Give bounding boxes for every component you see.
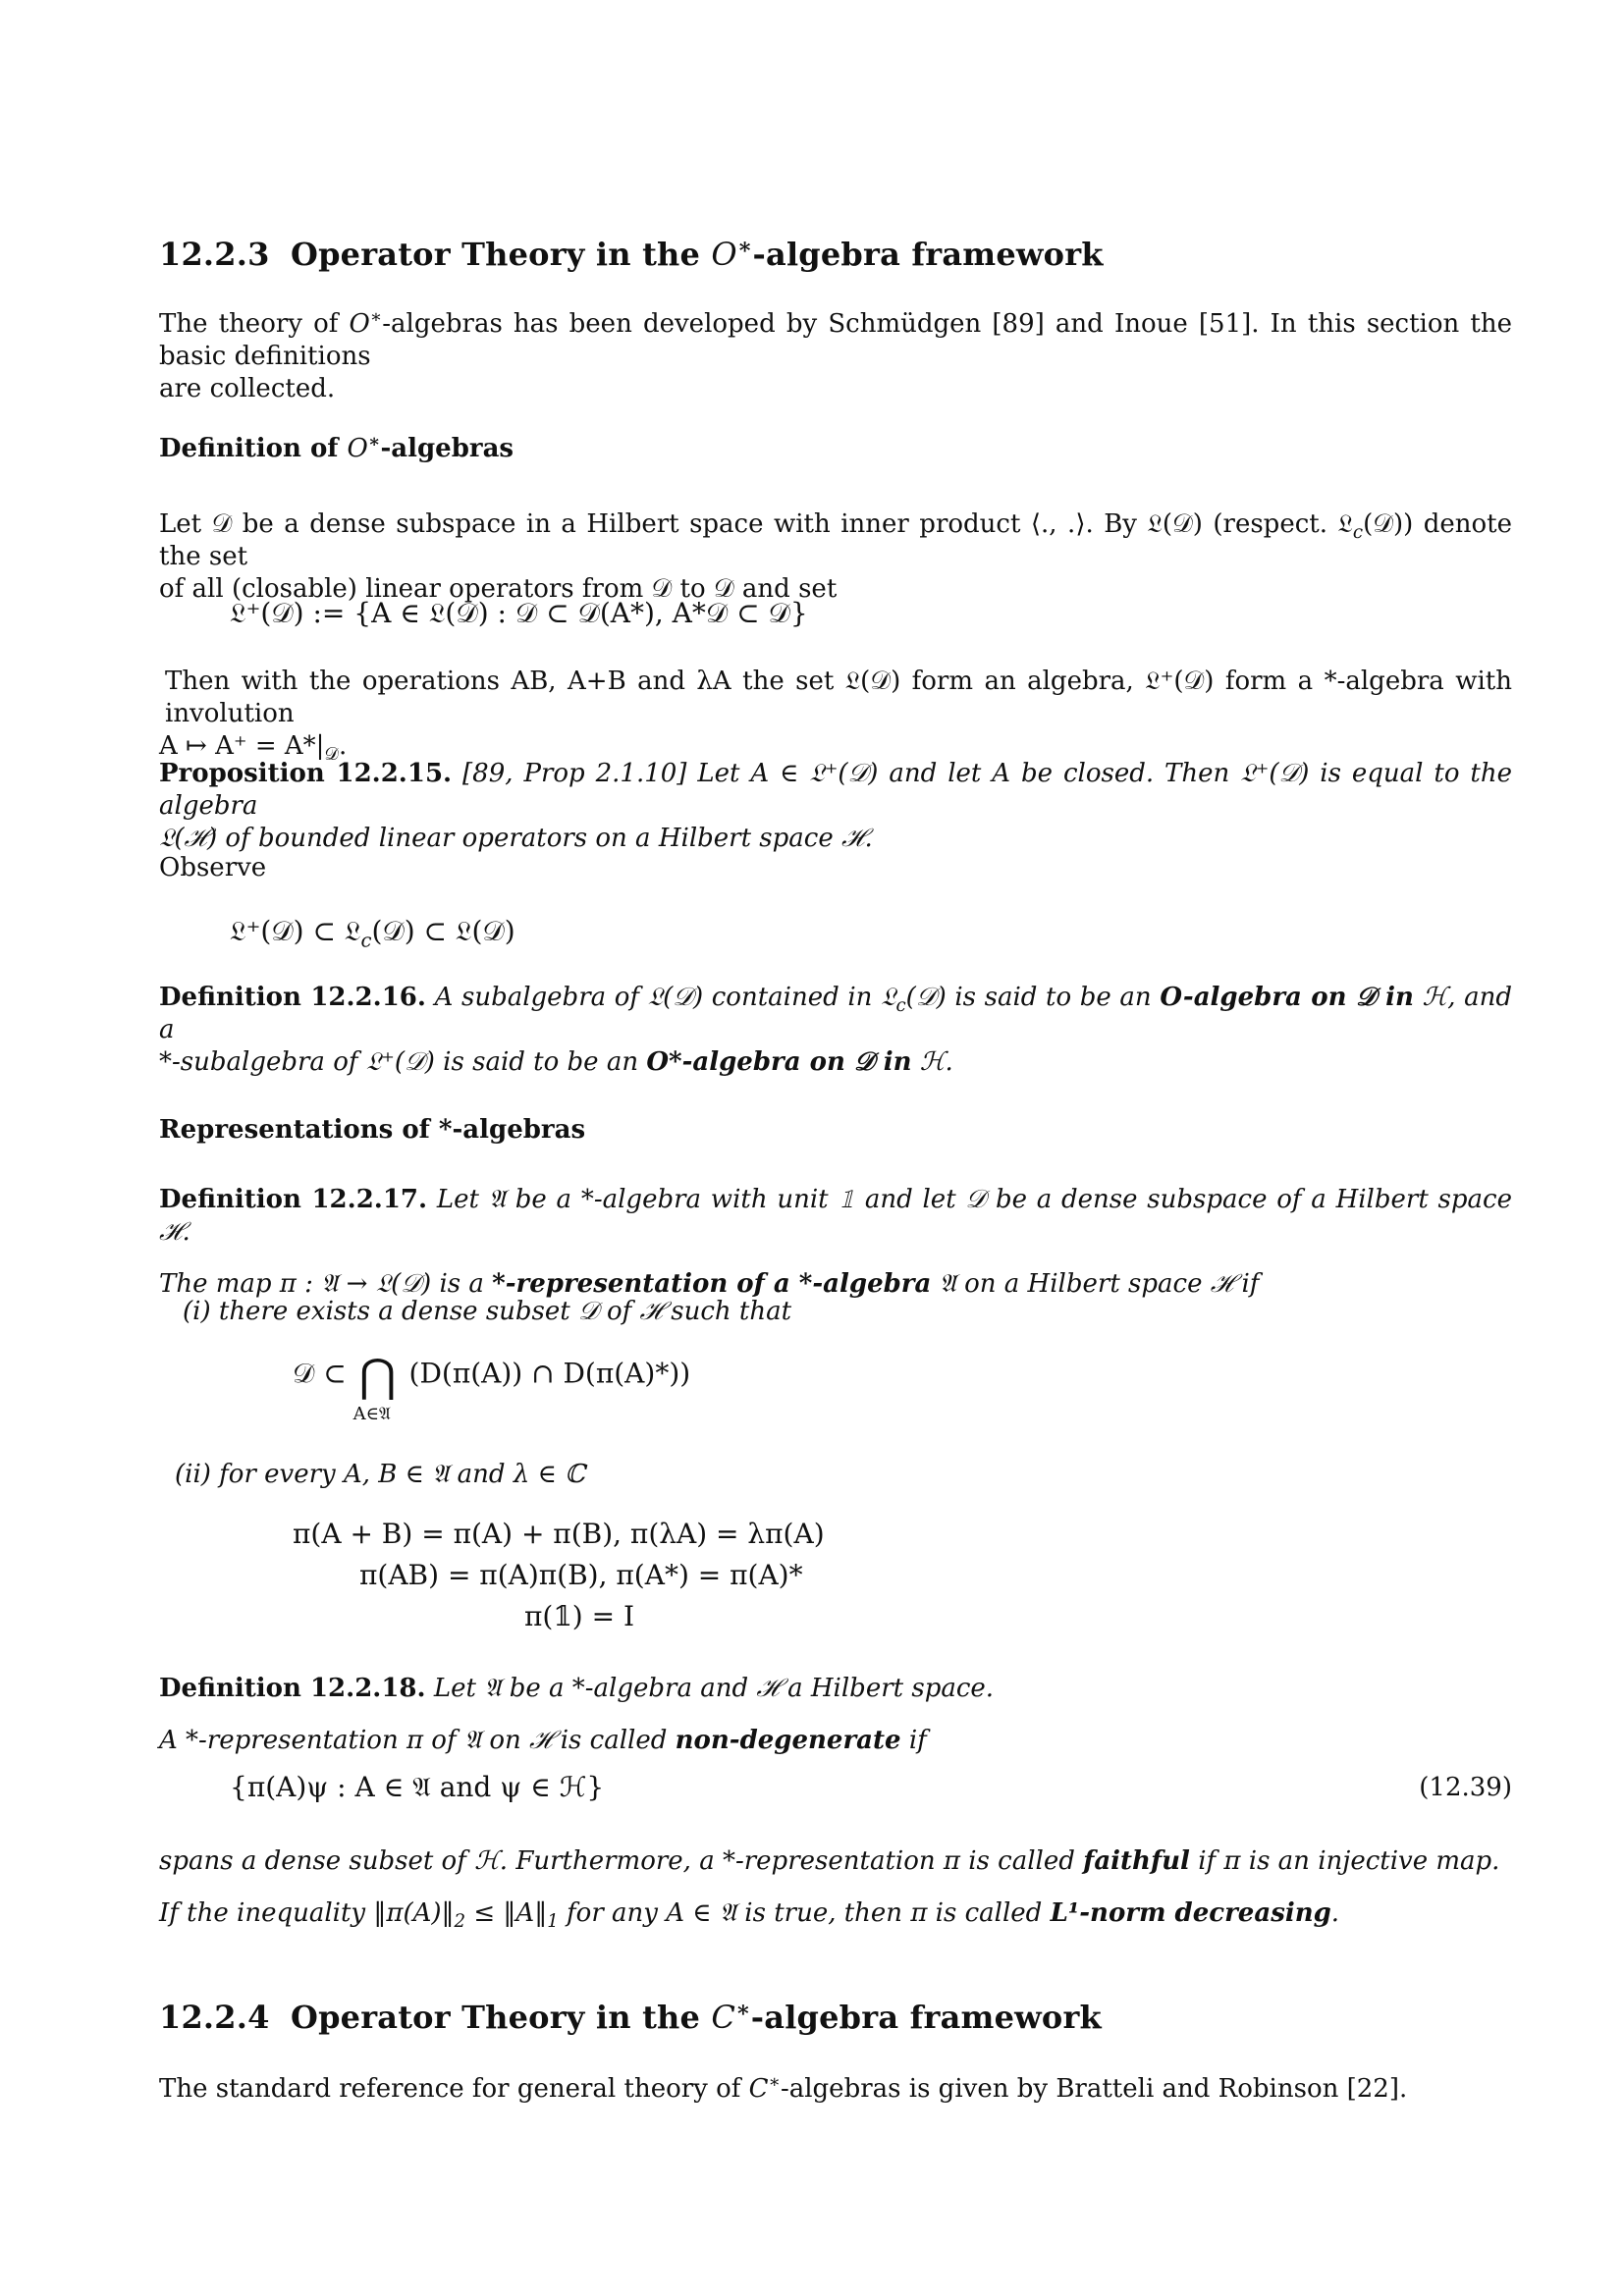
def16-text-a: A subalgebra of 𝔏(𝒟) contained in 𝔏 — [434, 983, 896, 1012]
final-text-sup: ∗ — [768, 2071, 781, 2093]
proposition-label: Proposition 12.2.15. — [159, 759, 453, 788]
subsection-title-pre: Definition of — [159, 434, 348, 463]
operations-sub: 𝒟 — [324, 744, 339, 766]
def18-faithful: faithful — [1083, 1846, 1190, 1876]
definition-16-label: Definition 12.2.16. — [159, 983, 426, 1012]
definition-12-2-17 — [159, 1184, 1512, 1301]
section-2-title-pre: Operator Theory in the — [291, 1999, 712, 2036]
def16-text-line2-c: ℋ. — [911, 1047, 953, 1077]
equation-number: (12.39) — [1419, 1773, 1512, 1802]
def17-text-line1: Let 𝔄 be a *-algebra with unit 𝟙 and let 𝒟 be a dense subspace of a Hilbert space ℋ. — [159, 1185, 1512, 1247]
subsection-heading-definition: Definition of O∗-algebras — [159, 431, 514, 463]
def17-bold: *-representation of a *-algebra — [492, 1269, 932, 1299]
def18-sub-2: 1 — [547, 1911, 559, 1933]
definition-12-2-16 — [159, 982, 1512, 1079]
def18-bold: non-degenerate — [675, 1726, 901, 1755]
def16-bold-a: O-algebra on 𝒟 in — [1160, 983, 1414, 1012]
def18-text-line1: Let 𝔄 be a *-algebra and ℋ a Hilbert space. — [433, 1674, 995, 1703]
def18-norm-decreasing: L¹-norm decreasing — [1050, 1898, 1331, 1928]
let-text-a: Let 𝒟 be a dense subspace in a Hilbert space with inner product ⟨., .⟩. By 𝔏(𝒟) (respect. 𝔏 — [159, 509, 1353, 539]
def18-text-line4-d: . — [1330, 1898, 1340, 1928]
operations-end: . — [338, 731, 348, 761]
def16-sub: c — [895, 995, 906, 1017]
section-title-pre: Operator Theory in the — [291, 236, 712, 273]
section-title-post: -algebra framework — [752, 236, 1104, 273]
def18-text-line4-a: If the inequality ‖π(A)‖ — [159, 1898, 455, 1928]
intersection-index: A∈𝔄 — [352, 1404, 391, 1424]
let-text-sub: c — [1352, 522, 1364, 544]
section-number: 12.2.3 — [159, 236, 270, 273]
intro-text-b: -algebras has been developed by Schmüdgen [89] and Inoue [51]. In this section the basic definitions — [159, 309, 1512, 371]
def16-text-c: ℋ, and a — [159, 983, 1512, 1044]
observe-text: Observe — [159, 853, 267, 882]
big-intersection-symbol: ⋂ — [358, 1349, 397, 1402]
intro-paragraph: The theory of O∗-algebras has been developed by Schmüdgen [89] and Inoue [51]. In this section the basic definitions are collected. — [159, 306, 1512, 403]
section-heading-12-2-4 — [159, 1999, 1512, 2036]
def18-sub-1: 2 — [454, 1911, 466, 1933]
def18-text-line4-b: ≤ ‖A‖ — [465, 1898, 548, 1928]
def16-bold-b: O*-algebra on 𝒟 in — [646, 1047, 912, 1077]
subsection-title-post: -algebras — [380, 434, 514, 463]
section-2-title-sup: ∗ — [735, 1997, 751, 2023]
inclusion-a: 𝔏⁺(𝒟) ⊂ 𝔏 — [230, 915, 361, 947]
section-2-title-var: C — [711, 1999, 736, 2036]
intro-text-line2: are collected. — [159, 374, 336, 403]
intersection-right: (D(π(A)) ∩ D(π(A)*)) — [408, 1357, 691, 1390]
final-text-b: -algebras is given by Bratteli and Robinson [22]. — [780, 2074, 1408, 2104]
let-text-line2: of all (closable) linear operators from 𝒟 to 𝒟 and set — [159, 574, 838, 604]
def18-text-a: A *-representation π of 𝔄 on ℋ is called — [159, 1726, 676, 1755]
operations-text-line2: A ↦ A⁺ = A*| — [159, 731, 325, 761]
def18-text-line3-a: spans a dense subset of ℋ. Furthermore, a *-representation π is called — [159, 1846, 1084, 1876]
def17-text-c: 𝔄 on a Hilbert space ℋ if — [931, 1269, 1260, 1299]
proposition-12-2-15 — [159, 758, 1512, 855]
proposition-text-line2: 𝔏(ℋ) of bounded linear operators on a Hilbert space ℋ. — [159, 824, 873, 853]
definition-12-2-18 — [159, 1673, 1512, 1757]
equation-unit: π(𝟙) = I — [524, 1600, 635, 1632]
proposition-text-line1: [89, Prop 2.1.10] Let A ∈ 𝔏⁺(𝒟) and let A be closed. Then 𝔏⁺(𝒟) is equal to the algebra — [159, 759, 1513, 821]
inclusion-sub: c — [360, 929, 372, 952]
def16-text-line2-a: *-subalgebra of 𝔏⁺(𝒟) is said to be an — [159, 1047, 647, 1077]
def18-continuation — [159, 1845, 1512, 1933]
equation-l-plus: 𝔏⁺(𝒟) := {A ∈ 𝔏(𝒟) : 𝒟 ⊂ 𝒟(A*), A*𝒟 ⊂ 𝒟} — [230, 597, 808, 629]
definition-17-label: Definition 12.2.17. — [159, 1185, 428, 1214]
equation-homomorphism-1: π(A + B) = π(A) + π(B), π(λA) = λπ(A) — [293, 1518, 825, 1550]
def17-text-a: The map π : 𝔄 → 𝔏(𝒟) is a — [159, 1269, 493, 1299]
def16-text-b: (𝒟) is said to be an — [905, 983, 1161, 1012]
section-number-2: 12.2.4 — [159, 1999, 270, 2036]
section-title-sup: ∗ — [736, 234, 753, 260]
intro-text-a: The theory of — [159, 309, 350, 339]
equation-12-39: {π(A)ψ : A ∈ 𝔄 and ψ ∈ ℋ} — [230, 1771, 605, 1803]
def18-text-c: if — [900, 1726, 927, 1755]
section-title-var: O — [711, 236, 737, 273]
definition-18-label: Definition 12.2.18. — [159, 1674, 426, 1703]
operations-text-line1: Then with the operations AB, A+B and λA the set 𝔏(𝒟) form an algebra, 𝔏⁺(𝒟) form a *-algebra with involution — [165, 667, 1512, 728]
def18-text-line3-c: if π is an injective map. — [1189, 1846, 1500, 1876]
let-text-end: (𝒟)) denote the set — [159, 509, 1512, 571]
final-text-var: C — [748, 2074, 769, 2104]
inclusion-end: (𝒟) ⊂ 𝔏(𝒟) — [371, 915, 515, 947]
def18-text-line4-c: for any A ∈ 𝔄 is true, then π is called — [558, 1898, 1051, 1928]
subsection-heading-representations: Representations of *-algebras — [159, 1115, 586, 1145]
final-paragraph — [159, 2073, 1512, 2106]
section-heading-12-2-3 — [159, 236, 1512, 273]
equation-inclusion — [230, 915, 1512, 952]
intersection-left: 𝒟 ⊂ — [293, 1357, 347, 1390]
final-text-a: The standard reference for general theory of — [159, 2074, 749, 2104]
list-item-i: (i) there exists a dense subset 𝒟 of ℋ such that — [183, 1297, 792, 1326]
operations-paragraph — [159, 666, 1512, 766]
equation-homomorphism-2: π(AB) = π(A)π(B), π(A*) = π(A)* — [359, 1559, 803, 1591]
section-2-title-post: -algebra framework — [750, 1999, 1102, 2036]
let-paragraph — [159, 508, 1512, 606]
equation-intersection — [293, 1349, 1512, 1424]
list-item-ii: (ii) for every A, B ∈ 𝔄 and λ ∈ ℂ — [175, 1460, 585, 1489]
